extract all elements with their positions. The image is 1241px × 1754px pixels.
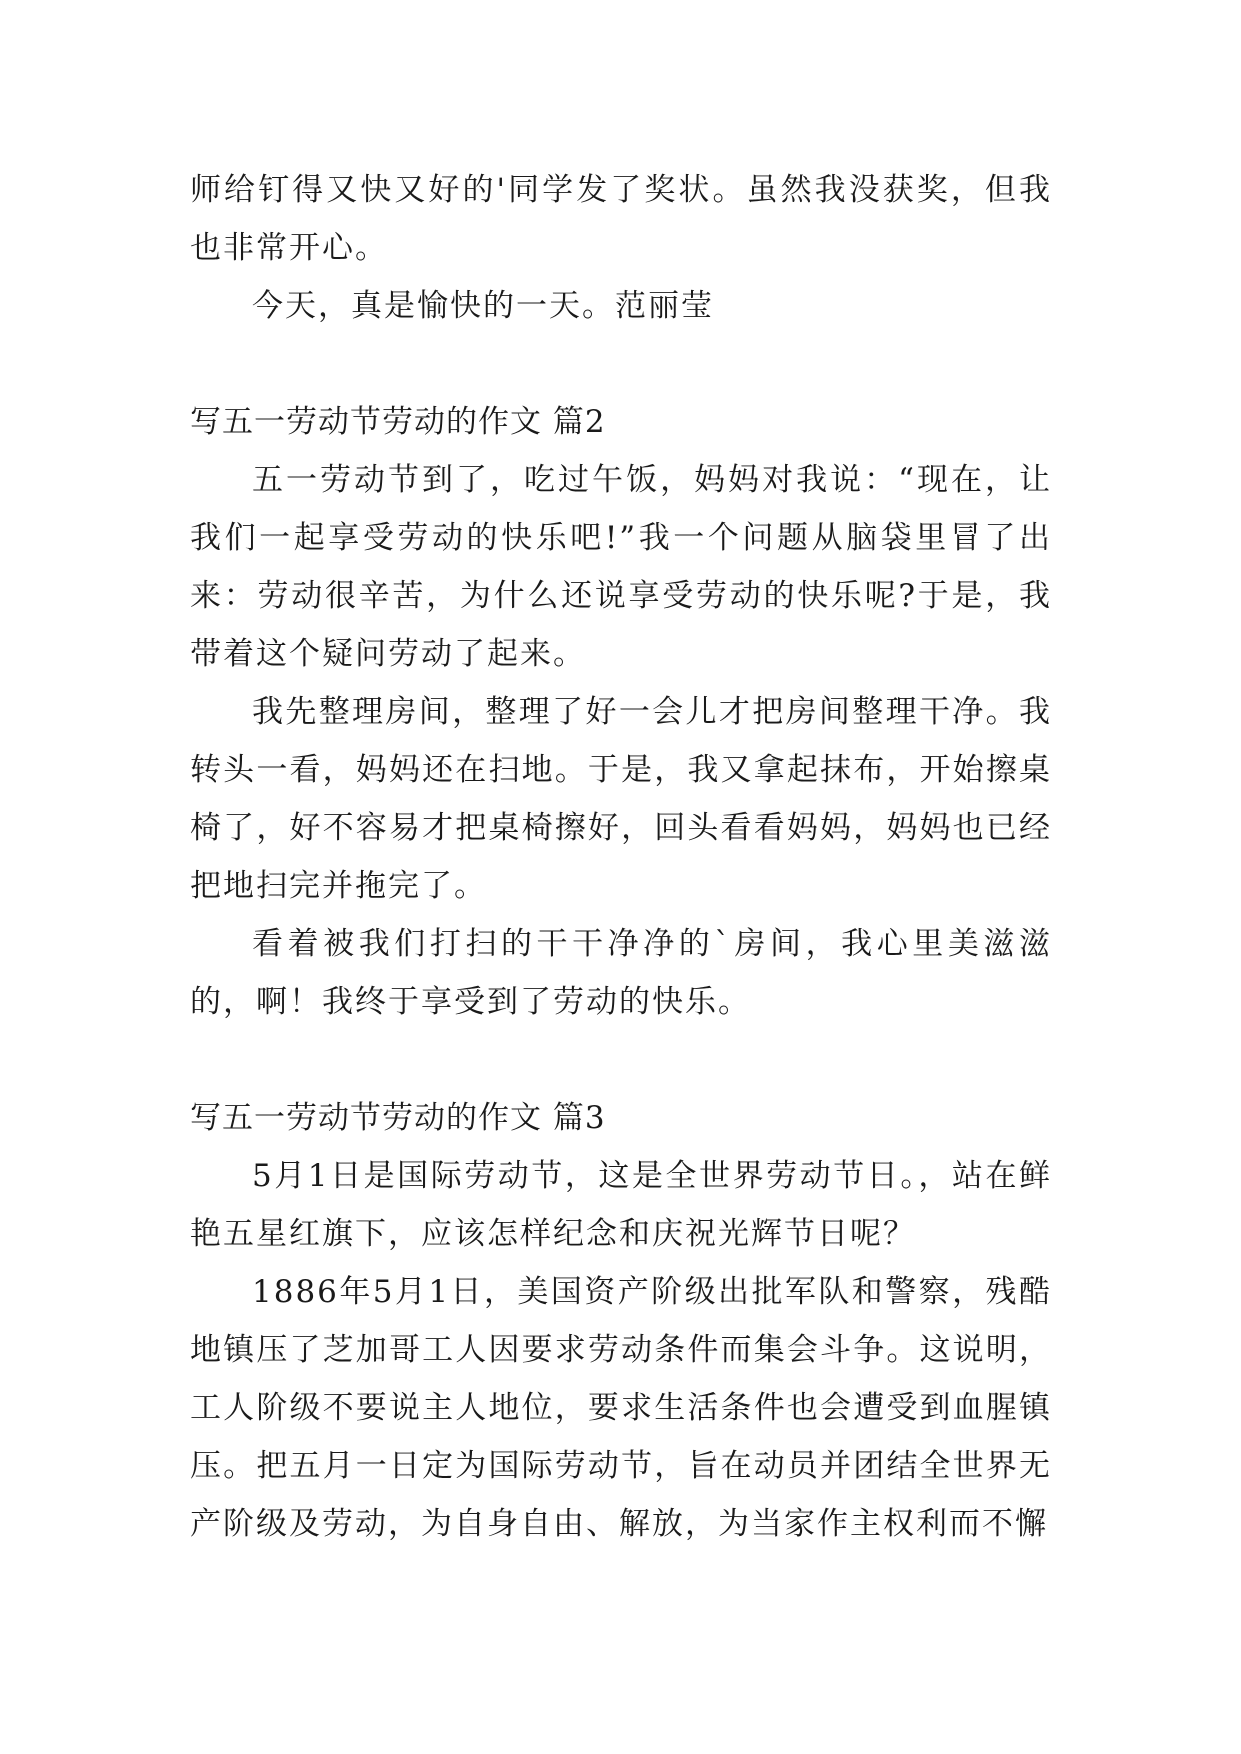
section-heading: 写五一劳动节劳动的作文 篇2: [190, 404, 606, 440]
document-body: [190, 161, 1052, 1553]
spacer: [190, 1031, 1052, 1089]
paragraph: 师给钉得又快又好的'同学发了奖状。虽然我没获奖，但我也非常开心。: [190, 172, 1052, 266]
paragraph: 5月1日是国际劳动节，这是全世界劳动节日。，站在鲜艳五星红旗下，应该怎样纪念和庆祝光辉节日呢？: [190, 1158, 1052, 1252]
paragraph: 五一劳动节到了，吃过午饭，妈妈对我说：“现在，让我们一起享受劳动的快乐吧!”我一个问题从脑袋里冒了出来：劳动很辛苦，为什么还说享受劳动的快乐呢?于是，我带着这个疑问劳动了起来。: [190, 462, 1052, 672]
section-heading: 写五一劳动节劳动的作文 篇3: [190, 1100, 606, 1136]
paragraph: 1886年5月1日，美国资产阶级出批军队和警察，残酷地镇压了芝加哥工人因要求劳动条件而集会斗争。这说明，工人阶级不要说主人地位，要求生活条件也会遭受到血腥镇压。把五月一日定为国际劳动节，旨在动员并团结全世界无产阶级及劳动，为自身自由、解放，为当家作主权利而不懈: [190, 1274, 1052, 1542]
paragraph: 看着被我们打扫的干干净净的`房间，我心里美滋滋的，啊！我终于享受到了劳动的快乐。: [190, 926, 1052, 1020]
paragraph: 我先整理房间，整理了好一会儿才把房间整理干净。我转头一看，妈妈还在扫地。于是，我又拿起抹布，开始擦桌椅了，好不容易才把桌椅擦好，回头看看妈妈，妈妈也已经把地扫完并拖完了。: [190, 694, 1052, 904]
paragraph: 今天，真是愉快的一天。范丽莹: [252, 288, 714, 324]
spacer: [190, 335, 1052, 393]
